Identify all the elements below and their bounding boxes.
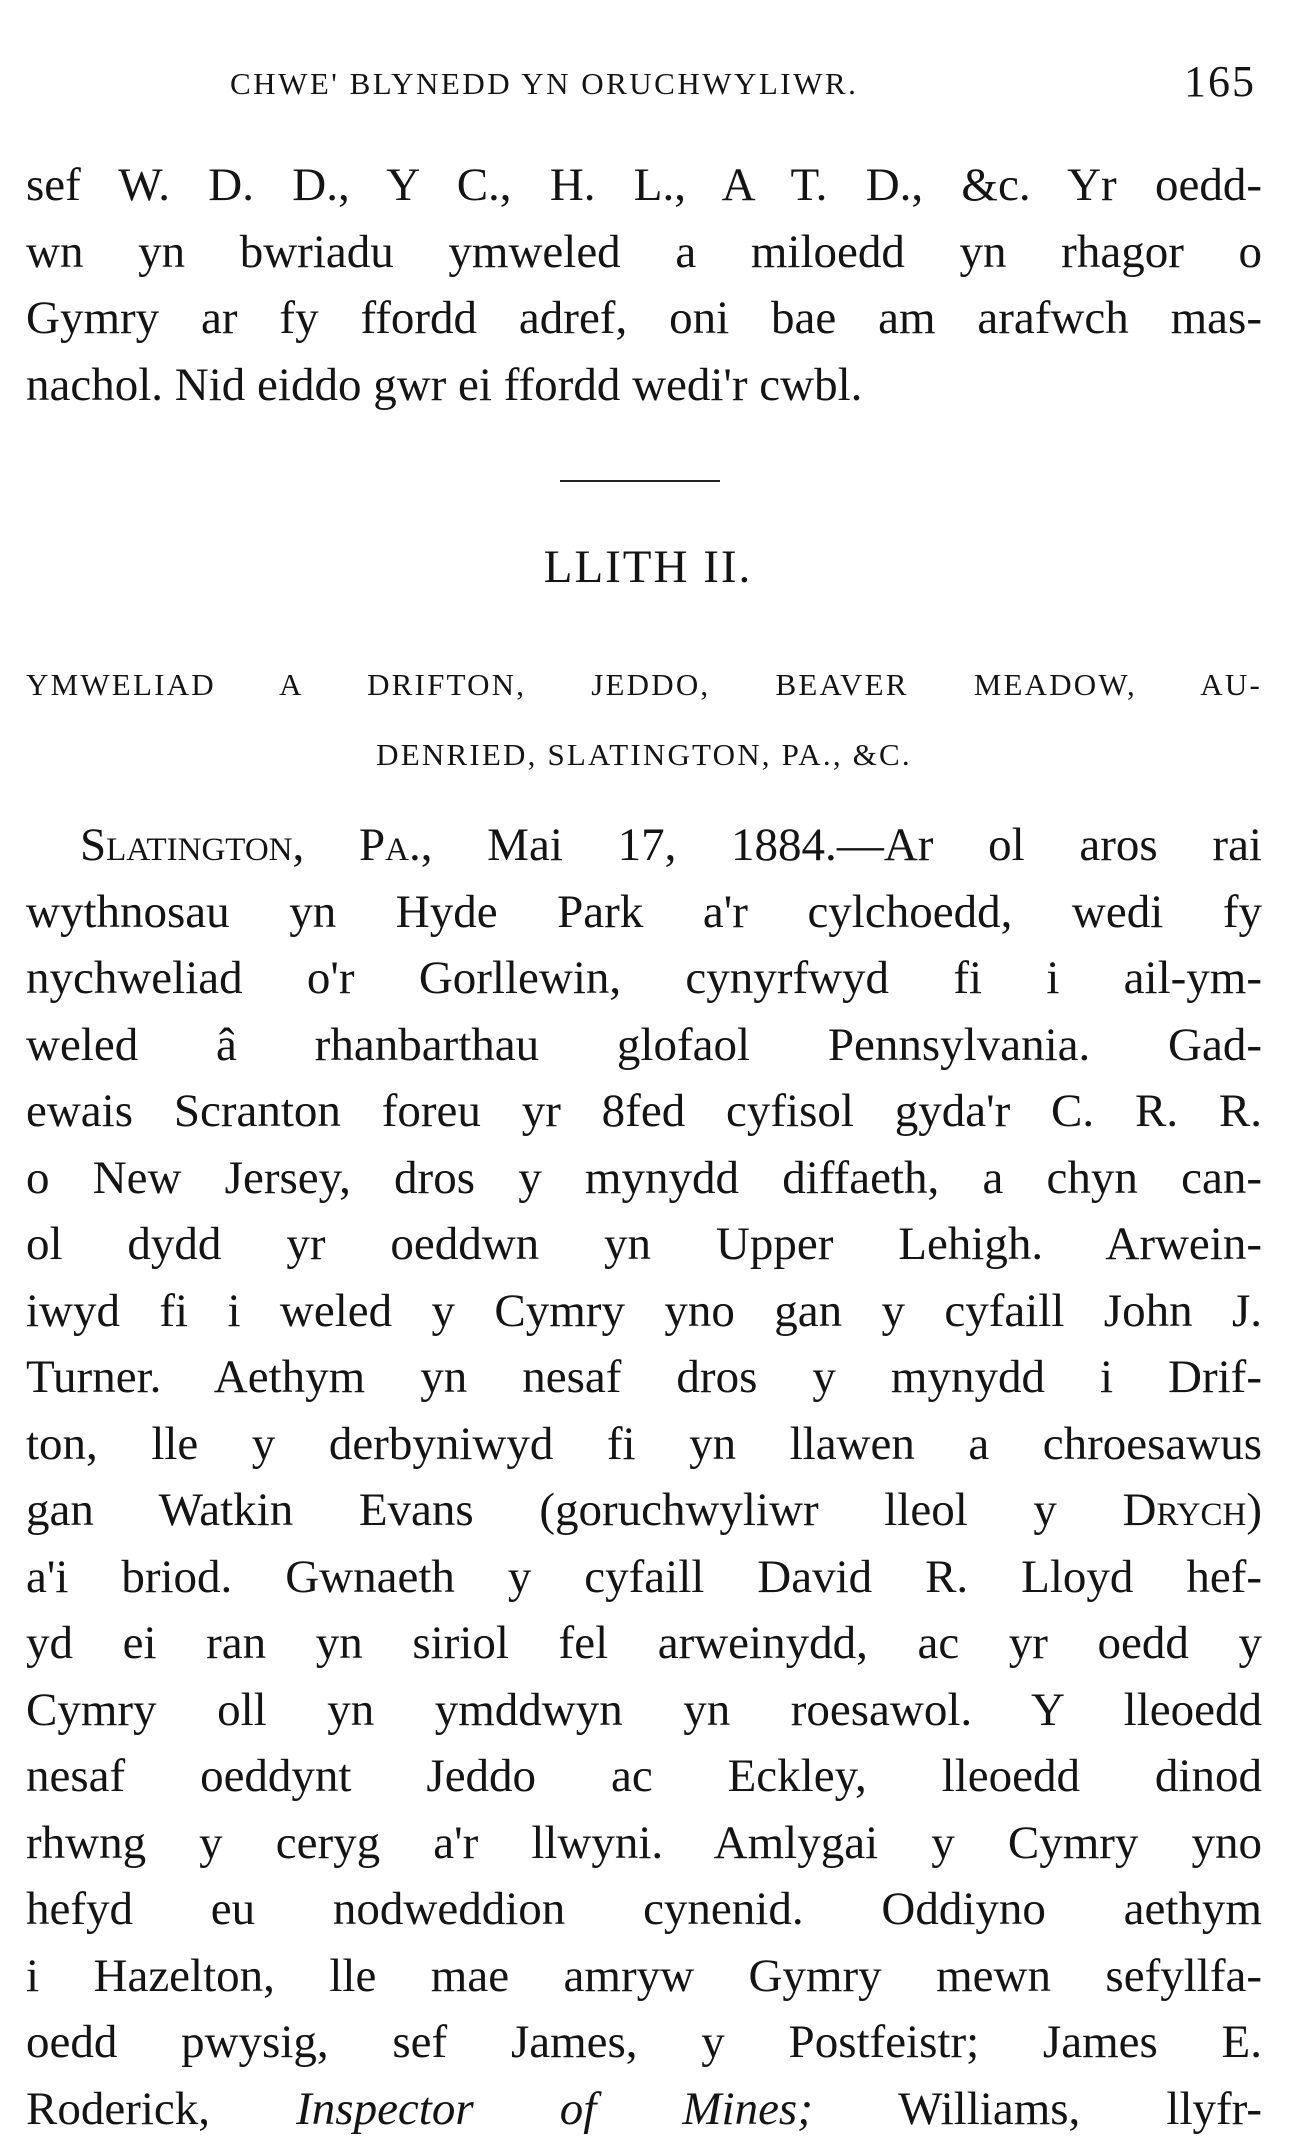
text-line: yd ei ran yn siriol fel arweinydd, ac yr oedd y <box>26 1617 1262 1669</box>
text-line: ewais Scranton foreu yr 8fed cyfisol gyda'r C. R. R. <box>26 1085 1262 1137</box>
newspaper-name: Drych <box>1122 1484 1247 1536</box>
text-line: wythnosau yn Hyde Park a'r cylchoedd, wedi fy <box>26 885 1262 938</box>
text-line: ton, lle y derbyniwyd fi yn llawen a chroesawus <box>26 1417 1262 1470</box>
page-number: 165 <box>1184 57 1256 106</box>
drych-line-start: gan Watkin Evans (goruchwyliwr lleol y <box>26 1484 1123 1536</box>
final-line <box>26 2076 1262 2142</box>
running-head <box>200 50 1256 110</box>
opening-text: —Ar ol aros rai <box>836 819 1262 871</box>
text-line: Gymry ar fy ffordd adref, oni bae am arafwch mas- <box>26 292 1262 344</box>
text-line: nachol. Nid eiddo gwr ei ffordd wedi'r cwbl. <box>26 358 863 411</box>
text-line: hefyd eu nodweddion cynenid. Oddiyno aethym <box>26 1883 1262 1935</box>
text-line: iwyd fi i weled y Cymry yno gan y cyfaill John J. <box>26 1284 1262 1337</box>
text-line: oedd pwysig, sef James, y Postfeistr; James E. <box>26 2016 1262 2068</box>
section-divider <box>560 480 720 482</box>
text-line: o New Jersey, dros y mynydd diffaeth, a chyn can- <box>26 1151 1262 1204</box>
drych-line <box>26 1477 1262 1544</box>
text-line: i Hazelton, lle mae amryw Gymry mewn sefyllfa- <box>26 1949 1262 2002</box>
text-line: a'i briod. Gwnaeth y cyfaill David R. Lloyd hef- <box>26 1550 1262 1603</box>
text-line: wn yn bwriadu ymweled a miloedd yn rhagor o <box>26 225 1262 278</box>
text-line: Turner. Aethym yn nesaf dros y mynydd i Drif- <box>26 1351 1262 1403</box>
text-line: ol dydd yr oeddwn yn Upper Lehigh. Arwein- <box>26 1218 1262 1270</box>
text-line: nesaf oeddynt Jeddo ac Eckley, lleoedd dinod <box>26 1750 1262 1802</box>
text-line: weled â rhanbarthau glofaol Pennsylvania. Gad- <box>26 1018 1262 1071</box>
text-line: sef W. D. D., Y C., H. L., A T. D., &c. Yr oedd- <box>26 159 1262 211</box>
opening-line <box>26 812 1262 879</box>
text-line: nychweliad o'r Gorllewin, cynyrfwyd fi i ail-ym- <box>26 952 1262 1004</box>
letter-heading: LLITH II. <box>543 541 753 593</box>
running-title: CHWE' BLYNEDD YN ORUCHWYLIWR. <box>230 66 859 101</box>
dateline-date: Mai 17, 1884. <box>432 819 837 871</box>
letter-body <box>26 812 1262 2142</box>
final-line-start: Roderick, <box>26 2082 297 2135</box>
drych-line-end: ) <box>1246 1484 1262 1536</box>
subheading-line: YMWELIAD A DRIFTON, JEDDO, BEAVER MEADOW, AU- <box>26 667 1262 702</box>
text-line: Cymry oll yn ymddwyn yn roesawol. Y lleoedd <box>26 1683 1262 1736</box>
dateline-place: Slatington, Pa., <box>80 819 433 871</box>
letter-subheading <box>26 650 1262 790</box>
text-line: rhwng y ceryg a'r llwyni. Amlygai y Cymry yno <box>26 1816 1262 1869</box>
italic-title: Inspector of Mines; <box>296 2082 813 2135</box>
final-line-end: Williams, llyfr- <box>812 2082 1263 2135</box>
subheading-line: DENRIED, SLATINGTON, PA., &C. <box>376 737 912 772</box>
continued-paragraph <box>26 152 1262 418</box>
